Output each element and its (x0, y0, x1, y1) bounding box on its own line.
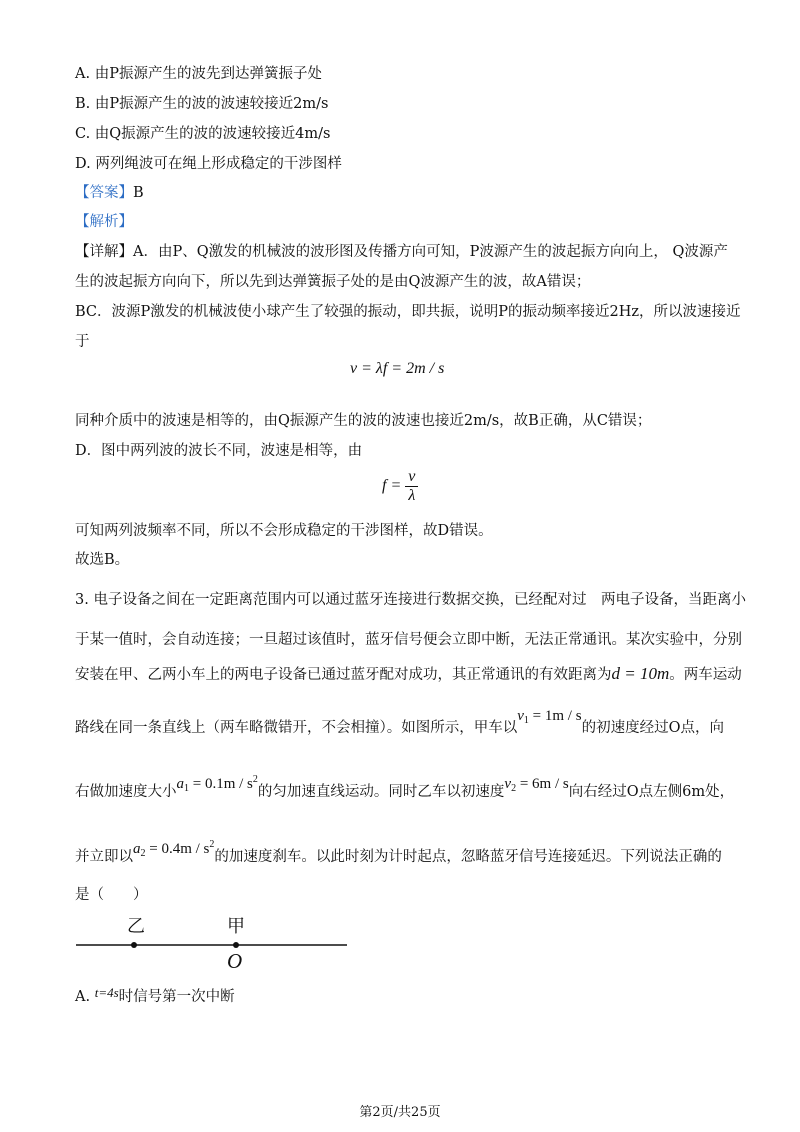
analysis-tag: 【解析】 (75, 214, 133, 230)
q3-line-2: 于某一值时，会自动连接；一旦超过该值时，蓝牙信号便会立即中断，无法正常通讯。某次实验中，分别 (75, 632, 742, 648)
q3-option-a-text: 时信号第一次中断 (118, 989, 235, 1005)
q3-option-a-prefix: A. (75, 989, 91, 1005)
q3-line-5-text-b: 的匀加速直线运动。同时乙车以初速度 (257, 784, 505, 800)
q3-diagram (70, 908, 360, 980)
detail-line-1: 【详解】A．由P、Q激发的机械波的波形图及传播方向可知，P波源产生的波起振方向向上， Q波源产 (75, 244, 728, 260)
q3-line-4-text-b: 的初速度经过O点，向 (581, 720, 724, 736)
q3-v2-value: 6m / s (532, 776, 569, 792)
q3-line-7: 是（ ） (75, 887, 148, 903)
equation-frequency (382, 468, 418, 505)
q3-line-5-text-c: 向右经过O点左侧6m处， (568, 784, 735, 800)
label-jia: 甲 (227, 916, 245, 937)
q3-line-4-text-a: 路线在同一条直线上（两车略微错开，不会相撞）。如图所示，甲车以 (75, 720, 518, 736)
detail-line-8: 故选B。 (75, 552, 130, 568)
detail-line-6: D．图中两列波的波长不同，波速是相等，由 (75, 443, 363, 459)
eq2-left: f = (382, 477, 402, 495)
q3-line-3-text-a: 安装在甲、乙两小车上的两电子设备已通过蓝牙配对成功，其正常通讯的有效距离为 (75, 667, 612, 683)
q3-v1-value: 1m / s (544, 708, 582, 724)
detail-line-4: 于 (75, 334, 90, 350)
q3-v1-math: $v_1 = 1m / s$ (517, 708, 582, 726)
label-o: O (227, 949, 243, 973)
car-jia-dot (233, 942, 239, 948)
detail-line-2: 生的波起振方向向下，所以先到达弹簧振子处的是由Q波源产生的波，故A错误； (75, 274, 591, 290)
q3-a1-math: $a_1 = 0.1m / s^2$ (176, 774, 258, 794)
q3-line-3-text-b: 。两车运动 (669, 667, 742, 683)
q3-option-a-math: t=4s (94, 985, 119, 1000)
q3-option-a (75, 987, 235, 1007)
detail-line-7: 可知两列波频率不同，所以不会形成稳定的干涉图样，故D错误。 (75, 523, 493, 539)
q3-a2-math: $a_2 = 0.4m / s^2$ (133, 839, 215, 859)
q3-line-6-text-a: 并立即以 (75, 849, 133, 865)
q3-a2-value: 0.4m / s (161, 841, 210, 857)
diagram-svg (70, 908, 360, 980)
option-b: B. 由P振源产生的波的波速较接近2m/s (75, 96, 329, 112)
q3-line-5 (75, 774, 735, 807)
option-c: C. 由Q振源产生的波的波速较接近4m/s (75, 126, 331, 142)
eq2-numerator: v (405, 468, 418, 487)
option-a: A. 由P振源产生的波先到达弹簧振子处 (75, 66, 322, 82)
q3-line-5-text-a: 右做加速度大小 (75, 784, 177, 800)
q3-v2-math: $v_2 = 6m / s$ (504, 776, 569, 794)
answer-line (75, 183, 144, 203)
q3-line-3 (75, 664, 742, 685)
option-d: D. 两列绳波可在绳上形成稳定的干涉图样 (75, 156, 342, 172)
answer-tag: 【答案】 (75, 185, 133, 201)
answer-value: B (133, 185, 144, 201)
car-yi-dot (131, 942, 137, 948)
label-yi: 乙 (127, 916, 145, 937)
q3-line-6 (75, 839, 722, 872)
page-footer: 第2页/共25页 (359, 1105, 441, 1120)
q3-line-4 (75, 708, 724, 743)
eq2-denominator: λ (408, 487, 416, 504)
q3-a1-value: 0.1m / s (204, 776, 253, 792)
q3-line-1: 3. 电子设备之间在一定距离范围内可以通过蓝牙连接进行数据交换，已经配对过 两电子设备，当距离小 (75, 592, 746, 608)
detail-line-3: BC．波源P激发的机械波使小球产生了较强的振动，即共振，说明P的振动频率接近2Hz，所以波速接近 (75, 304, 741, 320)
equation-wave-speed: v = λf = 2m / s (350, 360, 445, 377)
q3-line-6-text-b: 的加速度刹车。以此时刻为计时起点，忽略蓝牙信号连接延迟。下列说法正确的 (214, 849, 722, 865)
detail-line-5: 同种介质中的波速是相等的，由Q振源产生的波的波速也接近2m/s，故B正确，从C错误； (75, 413, 652, 429)
q3-distance-math: d = 10m (611, 664, 670, 683)
